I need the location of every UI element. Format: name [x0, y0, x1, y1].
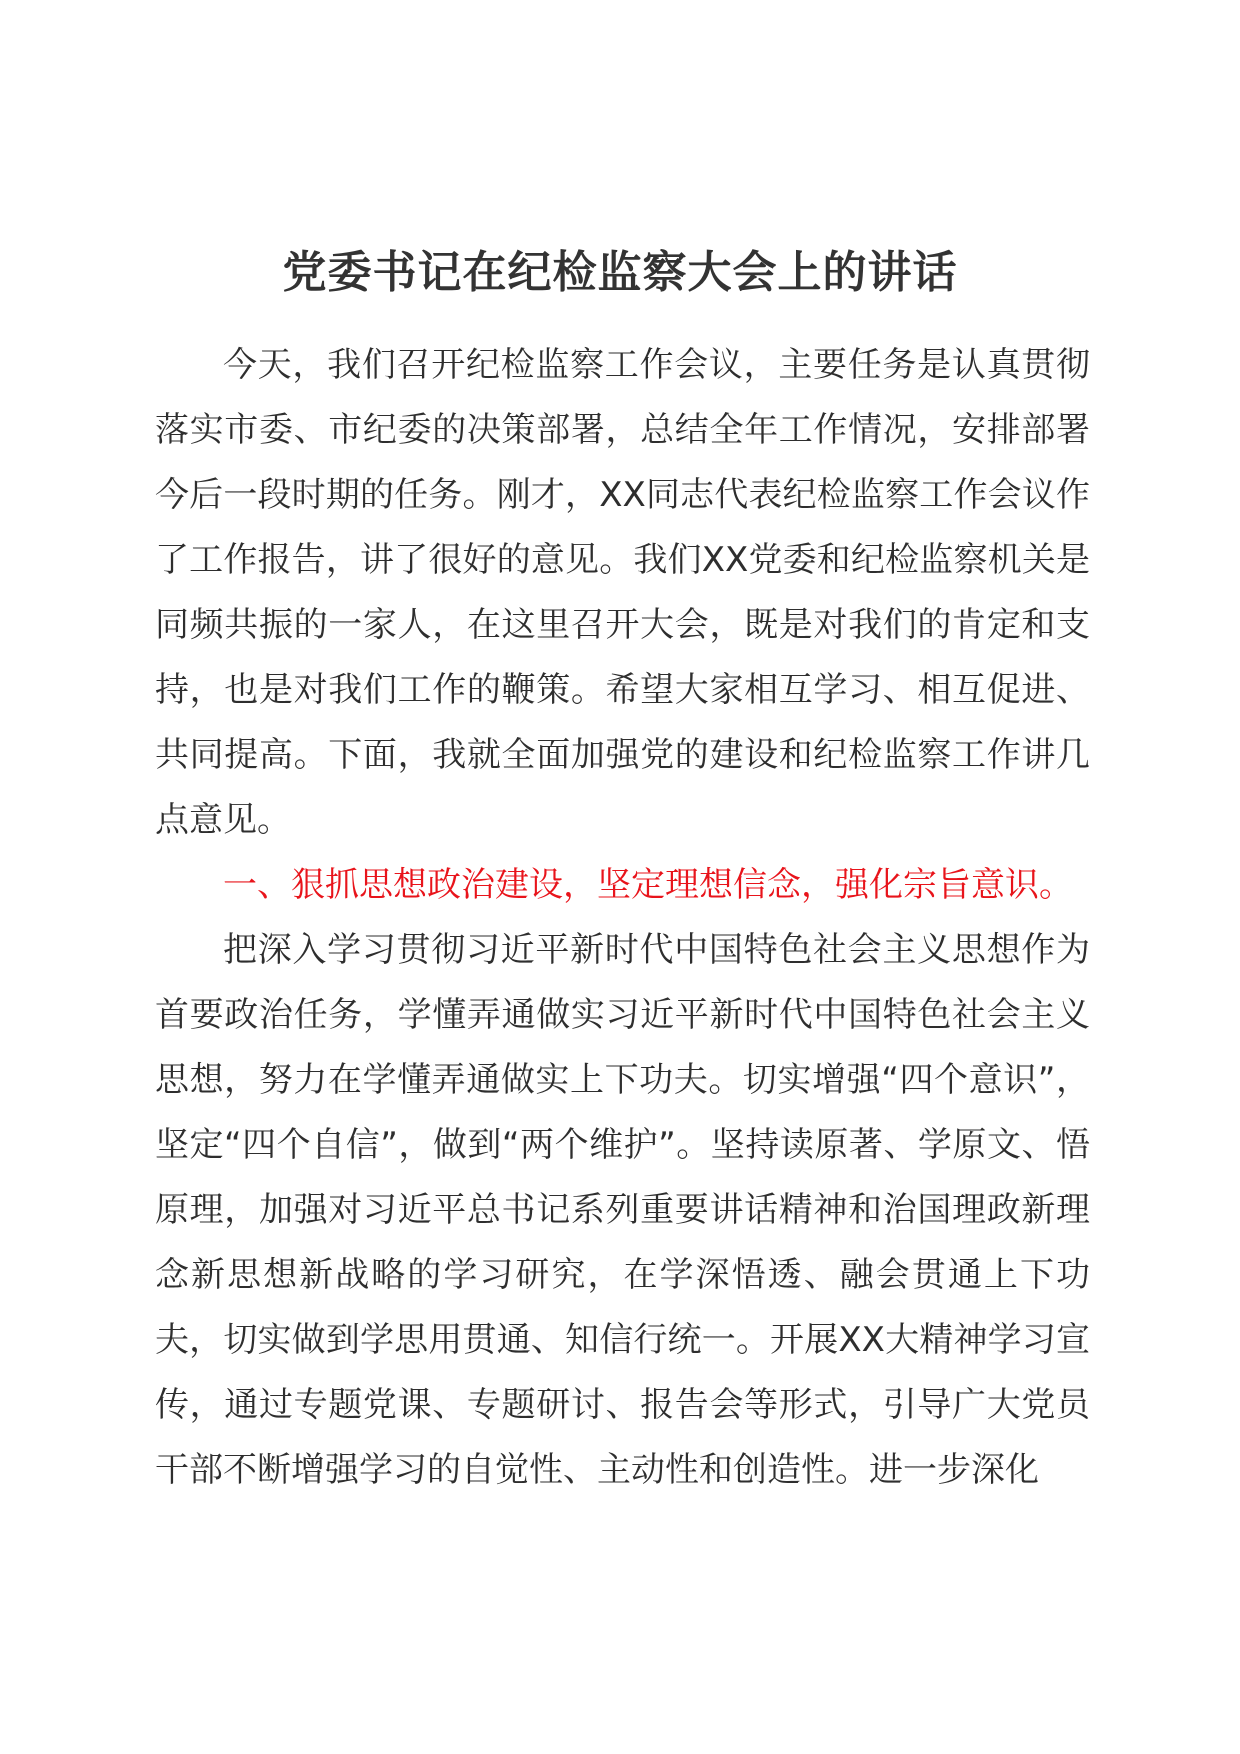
- paragraph-intro: 今天，我们召开纪检监察工作会议，主要任务是认真贯彻落实市委、市纪委的决策部署，总结全年工作情况，安排部署今后一段时期的任务。刚才，XX同志代表纪检监察工作会议作了工作报告，讲了很好的意见。我们XX党委和纪检监察机关是同频共振的一家人，在这里召开大会，既是对我们的肯定和支持，也是对我们工作的鞭策。希望大家相互学习、相互促进、共同提高。下面，我就全面加强党的建设和纪检监察工作讲几点意见。: [155, 345, 1090, 840]
- document-title: 党委书记在纪检监察大会上的讲话: [282, 247, 958, 298]
- paragraph-section-1: 把深入学习贯彻习近平新时代中国特色社会主义思想作为首要政治任务，学懂弄通做实习近平新时代中国特色社会主义思想，努力在学懂弄通做实上下功夫。切实增强“四个意识”，坚定“四个自信”，做到“两个维护”。坚持读原著、学原文、悟原理，加强对习近平总书记系列重要讲话精神和治国理政新理念新思想新战略的学习研究，在学深悟透、融会贯通上下功夫，切实做到学思用贯通、知信行统一。开展XX大精神学习宣传，通过专题党课、专题研讨、报告会等形式，引导广大党员干部不断增强学习的自觉性、主动性和创造性。进一步深化: [155, 930, 1090, 1490]
- section-heading-1: 一、狠抓思想政治建设，坚定理想信念，强化宗旨意识。: [223, 865, 1073, 905]
- document-body: [155, 333, 1090, 1503]
